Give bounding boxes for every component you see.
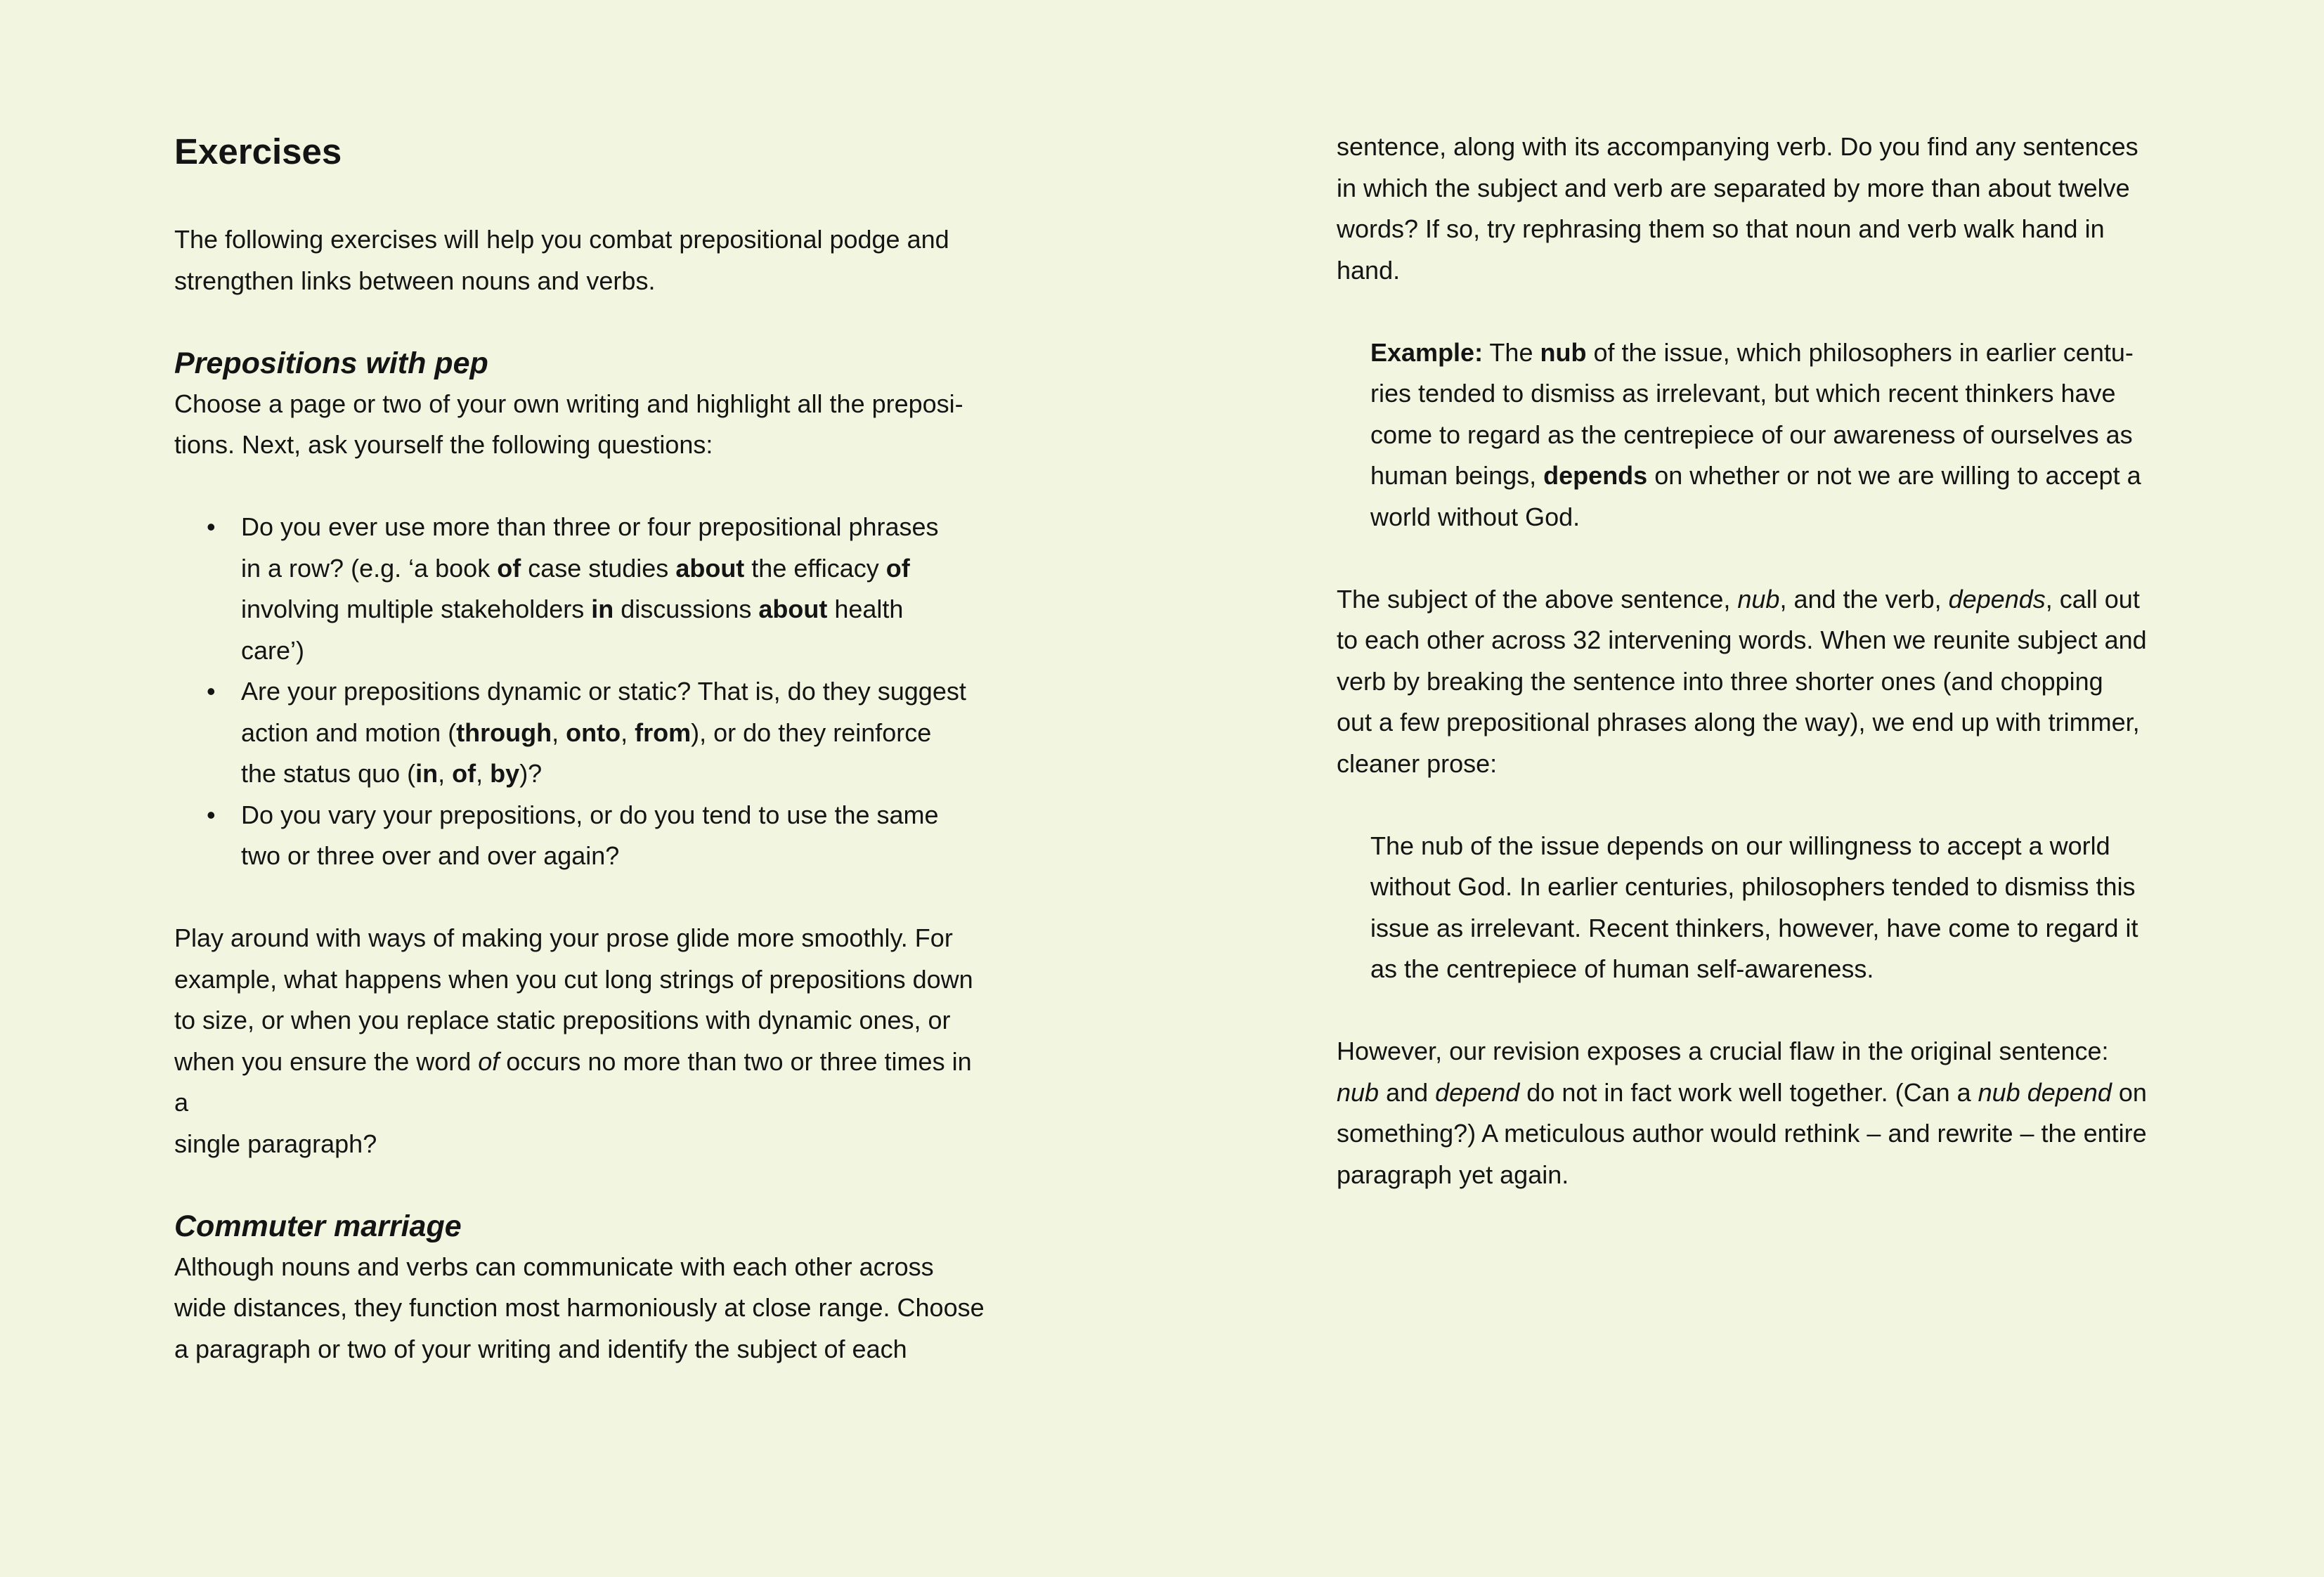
- commuter-paragraph: Although nouns and verbs can communicate with each other across wide distances, they function most harmoniously at close range. Choose a paragraph or two of your writing and identify the subject of each: [174, 1252, 985, 1363]
- text-line: strengthen links between nouns and verbs.: [174, 266, 656, 295]
- bullet-icon: •: [207, 800, 216, 829]
- revised-example-block: The nub of the issue depends on our willingness to accept a world without God. In earlier centuries, philosophers tended to dismiss this issue as irrelevant. Recent thinkers, however, have come to regard it as the centrepiece of human self-awareness.: [1370, 831, 2138, 983]
- example-block: Example: The nub of the issue, which philosophers in earlier centu- ries tended to dismiss as irrelevant, but which recent thinkers have come to regard as the centrepiece of our awareness of ourselves as human beings, depends on whether or not we are willing to accept a world without God.: [1370, 337, 2141, 531]
- section-heading-prepositions: Prepositions with pep: [174, 346, 488, 380]
- emphasis: in: [591, 595, 614, 623]
- emphasis: nub: [1737, 584, 1780, 614]
- emphasis: from: [635, 718, 692, 747]
- emphasis: nub: [1337, 1077, 1380, 1107]
- emphasis: nub depend: [1978, 1077, 2112, 1107]
- list-item: • Are your prepositions dynamic or static? That is, do they suggest action and motion (through, onto, from), or do they reinforce the status quo (in, of, by)?: [174, 671, 989, 795]
- continued-paragraph: sentence, along with its accompanying verb. Do you find any sentences in which the subject and verb are separated by more than about twelve words? If so, try rephrasing them so that noun and verb walk hand in hand.: [1337, 132, 2138, 285]
- play-around-paragraph: Play around with ways of making your prose glide more smoothly. For example, what happens when you cut long strings of prepositions down to size, or when you replace static prepositions with dynamic ones, or when you ensure the word of occurs no more than two or three times in a single paragraph?: [174, 923, 973, 1158]
- section-heading-commuter: Commuter marriage: [174, 1209, 462, 1243]
- bullet-icon: •: [207, 677, 216, 706]
- emphasis: about: [758, 595, 828, 623]
- example-label: Example:: [1370, 337, 1484, 367]
- prepositions-paragraph: [174, 384, 989, 466]
- emphasis: in: [415, 759, 439, 788]
- page-title: Exercises: [174, 131, 342, 171]
- emphasis: of: [885, 553, 910, 583]
- emphasis: depends: [1543, 461, 1648, 490]
- bullet-icon: •: [207, 512, 216, 541]
- emphasis: nub: [1540, 337, 1587, 367]
- text-line: The following exercises will help you combat prepositional podge and: [174, 225, 949, 254]
- emphasis: of: [452, 759, 476, 788]
- list-item: • Do you vary your prepositions, or do you tend to use the same two or three over and over again?: [174, 795, 989, 877]
- intro-paragraph: [174, 219, 989, 301]
- emphasis: of: [497, 553, 521, 583]
- question-list: [174, 507, 989, 877]
- subject-paragraph: The subject of the above sentence, nub, and the verb, depends, call out to each other across 32 intervening words. When we reunite subject and verb by breaking the sentence into three shorter ones (and chopping out a few prepositional phrases along the way), we end up with trimmer, cleaner prose:: [1337, 584, 2147, 778]
- emphasis: about: [675, 553, 745, 583]
- however-paragraph: However, our revision exposes a crucial flaw in the original sentence: nub and depend do not in fact work well together. (Can a nub depend on something?) A meticulous author would rethink – and rewrite – the entire paragraph yet again.: [1337, 1037, 2147, 1189]
- emphasis: depend: [1435, 1077, 1520, 1107]
- emphasis: onto: [566, 718, 621, 747]
- emphasis: through: [456, 718, 552, 747]
- emphasis: by: [490, 759, 520, 788]
- text-line: Choose a page or two of your own writing and highlight all the preposi-: [174, 389, 963, 418]
- emphasis: of: [478, 1046, 500, 1076]
- right-column: [1337, 126, 2166, 1195]
- list-item: • Do you ever use more than three or four prepositional phrases in a row? (e.g. ‘a book of case studies about the efficacy of involving multiple stakeholders in discussions about health care’): [174, 507, 989, 671]
- text-line: tions. Next, ask yourself the following questions:: [174, 430, 713, 459]
- left-column: [174, 126, 989, 1370]
- emphasis: depends: [1948, 584, 2046, 614]
